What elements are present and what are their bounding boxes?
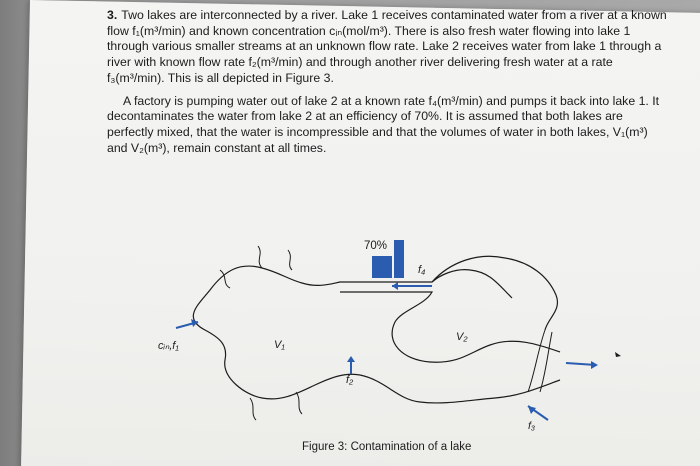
outflow-arrow-head xyxy=(591,361,598,369)
f4-label: f₄ xyxy=(418,264,426,276)
stream-bottom-1 xyxy=(250,398,256,420)
f4-arrow-head xyxy=(392,282,398,290)
stream-top-1 xyxy=(258,246,262,268)
stream-top-3 xyxy=(220,270,230,288)
stream-bottom-2 xyxy=(296,392,302,414)
factory-tank xyxy=(372,256,392,278)
question-paragraph-2: A factory is pumping water out of lake 2 at a known rate f₄(m³/min) and pumps it back into lake 1. It decontaminates the water from lake 2 at an efficiency of 70%. It is assumed that both lakes are perfectly mixed, that the water is incompressible and that the volumes of water in both lakes, V₁(m³) and V₂(m³), remain constant at all times. xyxy=(107,93,660,155)
factory-chimney xyxy=(394,240,404,278)
v1-label: V₁ xyxy=(274,339,285,351)
question-number: 3. xyxy=(107,8,118,22)
figure-caption: Figure 3: Contamination of a lake xyxy=(302,441,472,453)
efficiency-label: 70% xyxy=(364,240,388,252)
lake-1-outline xyxy=(193,266,560,403)
paragraph-1-text: Two lakes are interconnected by a river. Lake 1 receives contaminated water from a river at a known flow f₁(m³/min) and known concentration cᵢₙ(mol/m³). There is also fresh water flowing into lake 1 through various smaller streams at an unknown flow rate. Lake 2 receives water from lake 1 through a river with known flow rate f₂(m³/min) and through another river delivering fresh water at a rate f₃(m³/min). This is all depicted in Figure 3. xyxy=(107,8,667,85)
f2-label: f₂ xyxy=(346,374,354,386)
v2-label: V₂ xyxy=(456,331,468,343)
f2-arrow-head xyxy=(347,356,355,362)
f3-label: f₃ xyxy=(528,420,536,432)
stream-top-2 xyxy=(288,250,292,270)
pointer-cursor-icon xyxy=(615,352,621,357)
inflow-label: cᵢₙ,f₁ xyxy=(158,340,179,352)
river-right xyxy=(528,330,552,392)
